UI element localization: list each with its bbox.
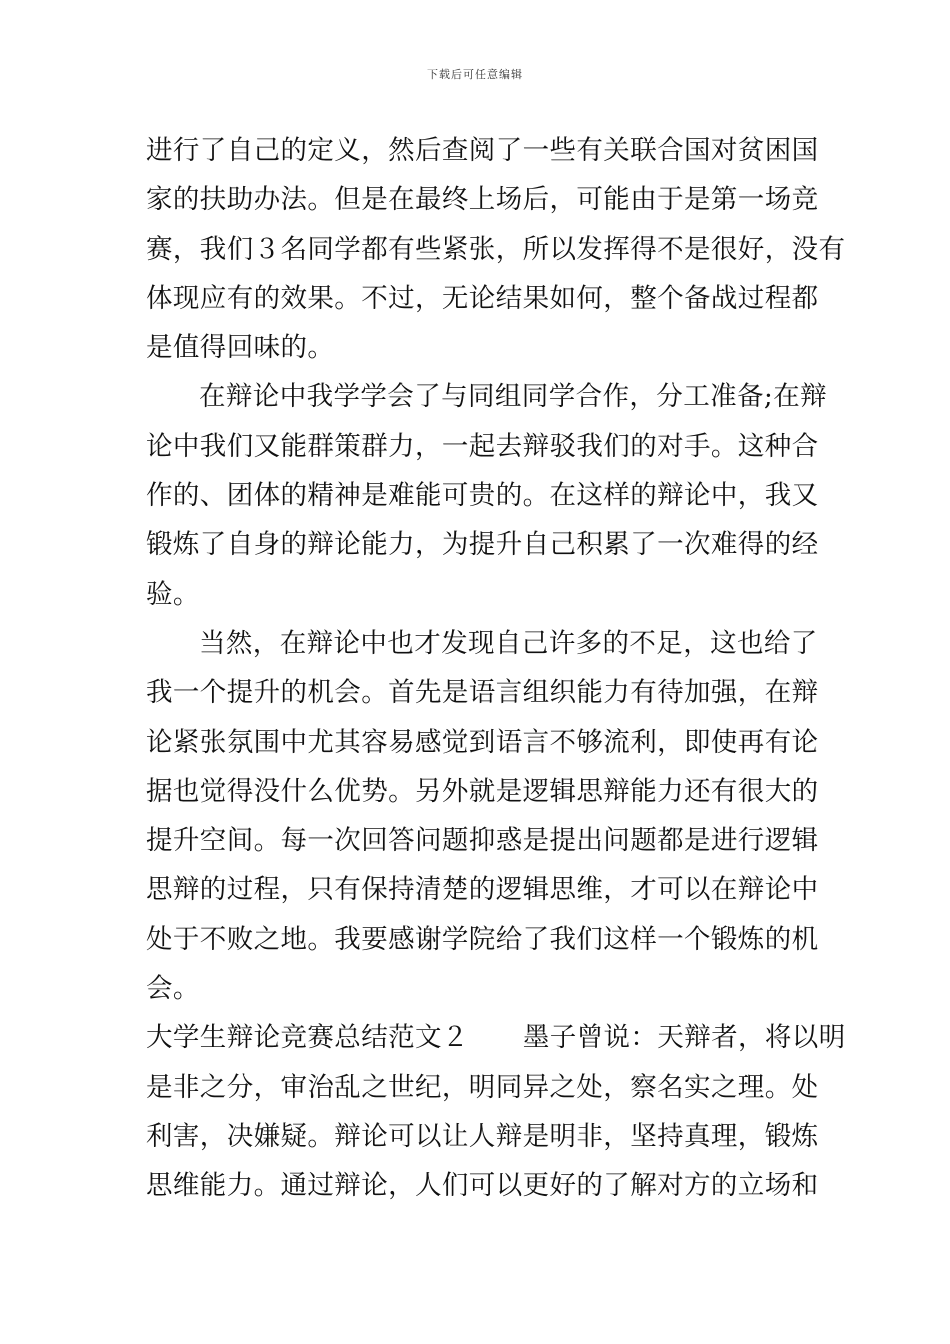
text-line: 利害，决嫌疑。辩论可以让人辩是明非，坚持真理，锻炼 bbox=[146, 1120, 819, 1152]
text-line: 进行了自己的定义，然后查阅了一些有关联合国对贫困国 bbox=[146, 135, 819, 166]
text-line: 赛，我们３名同学都有些紧张，所以发挥得不是很好，没有 bbox=[146, 233, 846, 265]
paragraph bbox=[146, 126, 846, 372]
text-line: 是值得回味的。 bbox=[146, 332, 335, 364]
page-header: 下载后可任意编辑 bbox=[427, 68, 523, 81]
text-line: 体现应有的效果。不过，无论结果如何，整个备战过程都 bbox=[146, 282, 819, 314]
paragraph bbox=[146, 619, 819, 1013]
text-line: 提升空间。每一次回答问题抑惑是提出问题都是进行逻辑 bbox=[146, 825, 819, 857]
text-line: 是非之分，审治乱之世纪，明同异之处，察名实之理。处 bbox=[146, 1071, 819, 1103]
text-line: 据也觉得没什么优势。另外就是逻辑思辩能力还有很大的 bbox=[146, 775, 819, 807]
text-line: 在辩论中我学学会了与同组同学合作，分工准备;在辩 bbox=[199, 381, 828, 413]
section bbox=[146, 1013, 846, 1210]
document-body bbox=[146, 126, 846, 1211]
section-first-line bbox=[146, 1013, 846, 1062]
text-line: 思维能力。通过辩论，人们可以更好的了解对方的立场和 bbox=[146, 1170, 819, 1202]
section-heading: 大学生辩论竞赛总结范文２ bbox=[146, 1022, 469, 1054]
text-line: 我一个提升的机会。首先是语言组织能力有待加强，在辩 bbox=[146, 677, 819, 709]
text-line: 当然，在辩论中也才发现自己许多的不足，这也给了 bbox=[199, 627, 818, 659]
text-line: 锻炼了自身的辩论能力，为提升自己积累了一次难得的经 bbox=[146, 529, 819, 561]
text-line: 作的、团体的精神是难能可贵的。在这样的辩论中，我又 bbox=[146, 480, 819, 512]
text-line: 论紧张氛围中尤其容易感觉到语言不够流利，即使再有论 bbox=[146, 726, 819, 758]
text-line: 家的扶助办法。但是在最终上场后，可能由于是第一场竞 bbox=[146, 184, 819, 216]
section-first-line-text: 墨子曾说：天辩者，将以明 bbox=[522, 1022, 846, 1054]
text-line: 论中我们又能群策群力，一起去辩驳我们的对手。这种合 bbox=[146, 430, 819, 462]
text-line: 处于不败之地。我要感谢学院给了我们这样一个锻炼的机 bbox=[146, 923, 819, 955]
text-line: 思辩的过程，只有保持清楚的逻辑思维，才可以在辩论中 bbox=[146, 874, 819, 906]
text-line: 会。 bbox=[146, 973, 200, 1005]
paragraph bbox=[146, 372, 828, 618]
text-line: 验。 bbox=[146, 578, 200, 610]
